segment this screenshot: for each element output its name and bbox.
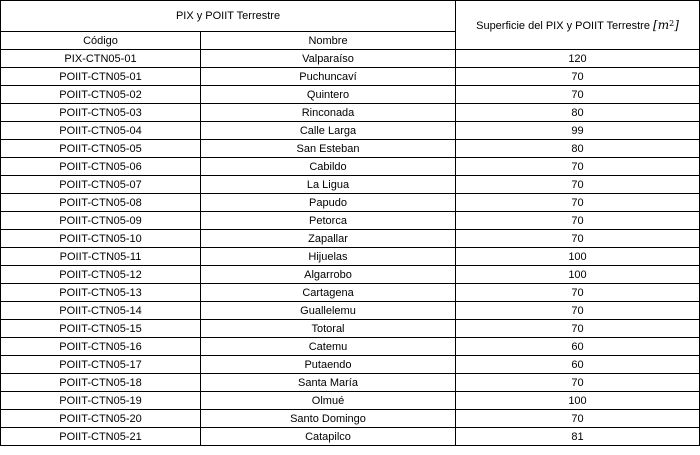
table-row — [1, 248, 700, 266]
codigo-cell: POIIT-CTN05-02 — [1, 86, 201, 104]
superficie-cell: 70 — [456, 86, 700, 104]
nombre-cell: Catapilco — [201, 428, 456, 446]
codigo-cell: POIIT-CTN05-11 — [1, 248, 201, 266]
superficie-cell: 81 — [456, 428, 700, 446]
nombre-cell: Papudo — [201, 194, 456, 212]
nombre-cell: Santo Domingo — [201, 410, 456, 428]
table-row — [1, 302, 700, 320]
table-row — [1, 284, 700, 302]
table-row — [1, 194, 700, 212]
superficie-cell: 70 — [456, 302, 700, 320]
superficie-cell: 80 — [456, 104, 700, 122]
codigo-cell: POIIT-CTN05-17 — [1, 356, 201, 374]
codigo-cell: PIX-CTN05-01 — [1, 50, 201, 68]
codigo-cell: POIIT-CTN05-13 — [1, 284, 201, 302]
nombre-cell: Calle Larga — [201, 122, 456, 140]
superficie-cell: 70 — [456, 284, 700, 302]
superficie-header-cell — [456, 1, 700, 50]
codigo-cell: POIIT-CTN05-06 — [1, 158, 201, 176]
nombre-cell: Guallelemu — [201, 302, 456, 320]
table-row — [1, 140, 700, 158]
nombre-cell: Rinconada — [201, 104, 456, 122]
table-row — [1, 104, 700, 122]
table-row — [1, 86, 700, 104]
codigo-cell: POIIT-CTN05-21 — [1, 428, 201, 446]
codigo-cell: POIIT-CTN05-09 — [1, 212, 201, 230]
superficie-header-label: Superficie del PIX y POIIT Terrestre — [476, 19, 650, 32]
superficie-cell: 70 — [456, 212, 700, 230]
table-row — [1, 266, 700, 284]
table-row — [1, 50, 700, 68]
codigo-cell: POIIT-CTN05-12 — [1, 266, 201, 284]
nombre-cell: Cabildo — [201, 158, 456, 176]
codigo-cell: POIIT-CTN05-18 — [1, 374, 201, 392]
codigo-cell: POIIT-CTN05-07 — [1, 176, 201, 194]
nombre-cell: La Ligua — [201, 176, 456, 194]
superficie-cell: 100 — [456, 392, 700, 410]
table-row — [1, 428, 700, 446]
codigo-cell: POIIT-CTN05-04 — [1, 122, 201, 140]
unit-base: m — [657, 17, 670, 32]
table-row — [1, 338, 700, 356]
table-row — [1, 176, 700, 194]
unit-label — [653, 18, 679, 32]
superficie-cell: 120 — [456, 50, 700, 68]
codigo-cell: POIIT-CTN05-08 — [1, 194, 201, 212]
unit-exponent: 2 — [669, 18, 675, 28]
codigo-cell: POIIT-CTN05-10 — [1, 230, 201, 248]
table-row — [1, 122, 700, 140]
nombre-cell: Petorca — [201, 212, 456, 230]
superficie-cell: 99 — [456, 122, 700, 140]
superficie-cell: 100 — [456, 248, 700, 266]
table-body — [1, 50, 700, 446]
superficie-cell: 70 — [456, 176, 700, 194]
table-row — [1, 374, 700, 392]
superficie-cell: 70 — [456, 320, 700, 338]
superficie-cell: 70 — [456, 68, 700, 86]
codigo-cell: POIIT-CTN05-05 — [1, 140, 201, 158]
table-row — [1, 212, 700, 230]
superficie-cell: 60 — [456, 338, 700, 356]
header-row-group — [1, 1, 700, 32]
group-title-cell: PIX y POIIT Terrestre — [1, 1, 456, 32]
superficie-cell: 60 — [456, 356, 700, 374]
table-row — [1, 320, 700, 338]
codigo-cell: POIIT-CTN05-19 — [1, 392, 201, 410]
superficie-cell: 70 — [456, 374, 700, 392]
superficie-cell: 70 — [456, 194, 700, 212]
superficie-cell: 70 — [456, 410, 700, 428]
codigo-cell: POIIT-CTN05-15 — [1, 320, 201, 338]
nombre-cell: Valparaíso — [201, 50, 456, 68]
codigo-cell: POIIT-CTN05-16 — [1, 338, 201, 356]
superficie-cell: 70 — [456, 230, 700, 248]
superficie-cell: 80 — [456, 140, 700, 158]
nombre-cell: Totoral — [201, 320, 456, 338]
nombre-cell: Cartagena — [201, 284, 456, 302]
nombre-header-cell: Nombre — [201, 32, 456, 50]
superficie-cell: 70 — [456, 158, 700, 176]
table-row — [1, 230, 700, 248]
table-header — [1, 1, 700, 50]
unit-close-bracket: ] — [674, 17, 679, 32]
nombre-cell: Puchuncaví — [201, 68, 456, 86]
nombre-cell: San Esteban — [201, 140, 456, 158]
table-row — [1, 410, 700, 428]
table-row — [1, 392, 700, 410]
codigo-cell: POIIT-CTN05-20 — [1, 410, 201, 428]
nombre-cell: Putaendo — [201, 356, 456, 374]
table-row — [1, 158, 700, 176]
nombre-cell: Catemu — [201, 338, 456, 356]
nombre-cell: Olmué — [201, 392, 456, 410]
nombre-cell: Algarrobo — [201, 266, 456, 284]
codigo-cell: POIIT-CTN05-01 — [1, 68, 201, 86]
codigo-cell: POIIT-CTN05-14 — [1, 302, 201, 320]
table-row — [1, 356, 700, 374]
nombre-cell: Hijuelas — [201, 248, 456, 266]
superficie-cell: 100 — [456, 266, 700, 284]
nombre-cell: Santa María — [201, 374, 456, 392]
nombre-cell: Quintero — [201, 86, 456, 104]
codigo-cell: POIIT-CTN05-03 — [1, 104, 201, 122]
codigo-header-cell: Código — [1, 32, 201, 50]
table-row — [1, 68, 700, 86]
unit-open-bracket: [ — [653, 17, 658, 32]
nombre-cell: Zapallar — [201, 230, 456, 248]
